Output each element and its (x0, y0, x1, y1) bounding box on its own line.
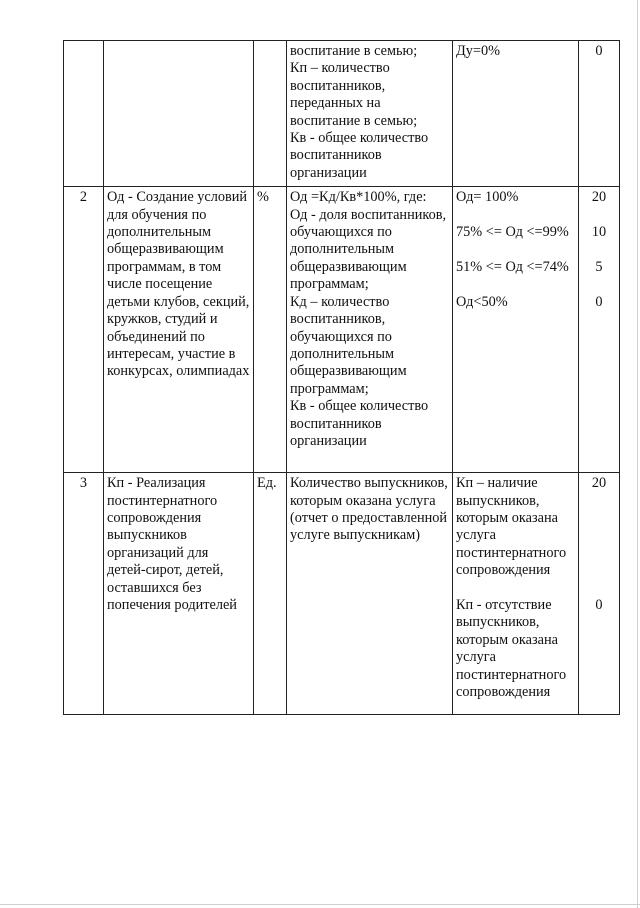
score-cell (579, 473, 620, 715)
value-cell (453, 187, 579, 473)
score-cell (579, 41, 620, 187)
row-number-cell (64, 41, 104, 187)
criteria-table (63, 40, 620, 715)
score-line: 0 (595, 596, 603, 613)
indicator-name-cell: Кп - Реализация постинтернатного сопровождения выпускников организаций для детей-сирот, детей, оставшихся без попечения родителей (104, 473, 254, 715)
value-line: 75% <= Од <=99% (456, 224, 569, 241)
page-edge-bottom (0, 904, 640, 905)
table-row (64, 187, 620, 473)
table-row (64, 473, 620, 715)
page-edge-right (637, 0, 638, 908)
value-cell (453, 41, 579, 187)
score-line: 5 (595, 258, 603, 275)
unit-cell: Ед. (254, 473, 287, 715)
value-line: Од<50% (456, 293, 508, 310)
score-line: 20 (591, 189, 607, 206)
value-line: 51% <= Од <=74% (456, 258, 569, 275)
score-cell (579, 187, 620, 473)
formula-cell: Количество выпускников, которым оказана услуга (отчет о предоставленной услуге выпускникам) (287, 473, 453, 715)
indicator-name-cell (104, 41, 254, 187)
formula-cell: Од =Кд/Кв*100%, где: Од - доля воспитанников, обучающихся по дополнительным общеразвивающим программам; Кд – количество воспитанников, обучающихся по дополнительным общеразвивающим программам; Кв - общее количество воспитанников организации (287, 187, 453, 473)
table-row (64, 41, 620, 187)
unit-cell (254, 41, 287, 187)
value-line: Кп - отсутствие выпускников, которым оказана услуга постинтернатного сопровождения (456, 597, 567, 701)
row-number-cell: 3 (64, 473, 104, 715)
score-line: 0 (595, 293, 603, 310)
value-line: Ду=0% (456, 43, 501, 59)
score-line: 10 (591, 224, 607, 241)
score-line: 0 (595, 43, 603, 59)
unit-cell: % (254, 187, 287, 473)
value-line: Од= 100% (456, 189, 519, 206)
row-number-cell: 2 (64, 187, 104, 473)
value-line: Кп – наличие выпускников, которым оказана услуга постинтернатного сопровождения (456, 475, 567, 579)
formula-cell: воспитание в семью; Кп – количество воспитанников, переданных на воспитание в семью; Кв - общее количество воспитанников организации (287, 41, 453, 187)
indicator-name-cell: Од - Создание условий для обучения по дополнительным общеразвивающим программам, в том числе посещение детьми клубов, секций, кружков, студий и объединений по интересам, участие в конкурсах, олимпиадах (104, 187, 254, 473)
value-cell (453, 473, 579, 715)
score-line: 20 (591, 475, 607, 492)
